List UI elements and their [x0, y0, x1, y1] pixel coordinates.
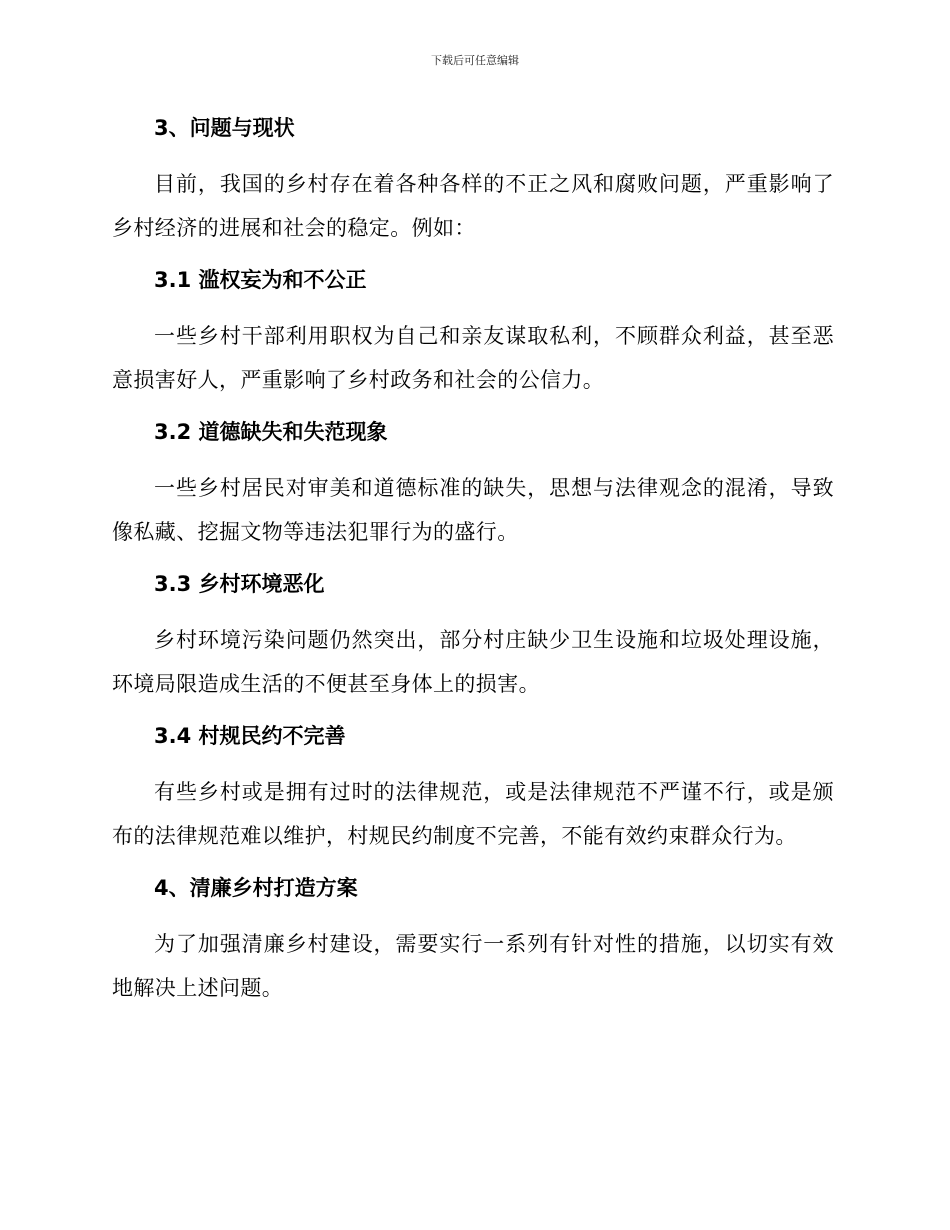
- document-body: [112, 112, 834, 1024]
- page-header: 下载后可任意编辑: [431, 54, 519, 67]
- section-heading-3: 3、问题与现状: [154, 116, 295, 140]
- section-paragraph-3-2: 一些乡村居民对审美和道德标准的缺失，思想与法律观念的混淆，导致像私藏、挖掘文物等违法犯罪行为的盛行。: [112, 476, 834, 544]
- section-paragraph-3-1: 一些乡村干部利用职权为自己和亲友谋取私利，不顾群众利益，甚至恶意损害好人，严重影响了乡村政务和社会的公信力。: [112, 324, 834, 392]
- section-paragraph-3: 目前，我国的乡村存在着各种各样的不正之风和腐败问题，严重影响了乡村经济的进展和社会的稳定。例如：: [112, 172, 834, 240]
- section-heading-3-3: 3.3 乡村环境恶化: [154, 572, 325, 596]
- section-heading-3-1: 3.1 滥权妄为和不公正: [154, 268, 367, 292]
- section-paragraph-3-4: 有些乡村或是拥有过时的法律规范，或是法律规范不严谨不行，或是颁布的法律规范难以维护，村规民约制度不完善，不能有效约束群众行为。: [112, 780, 834, 848]
- section-paragraph-4: 为了加强清廉乡村建设，需要实行一系列有针对性的措施，以切实有效地解决上述问题。: [112, 932, 834, 1000]
- section-heading-3-4: 3.4 村规民约不完善: [154, 724, 346, 748]
- section-heading-3-2: 3.2 道德缺失和失范现象: [154, 420, 388, 444]
- section-paragraph-3-3: 乡村环境污染问题仍然突出，部分村庄缺少卫生设施和垃圾处理设施，环境局限造成生活的不便甚至身体上的损害。: [112, 628, 834, 696]
- section-heading-4: 4、清廉乡村打造方案: [154, 876, 358, 900]
